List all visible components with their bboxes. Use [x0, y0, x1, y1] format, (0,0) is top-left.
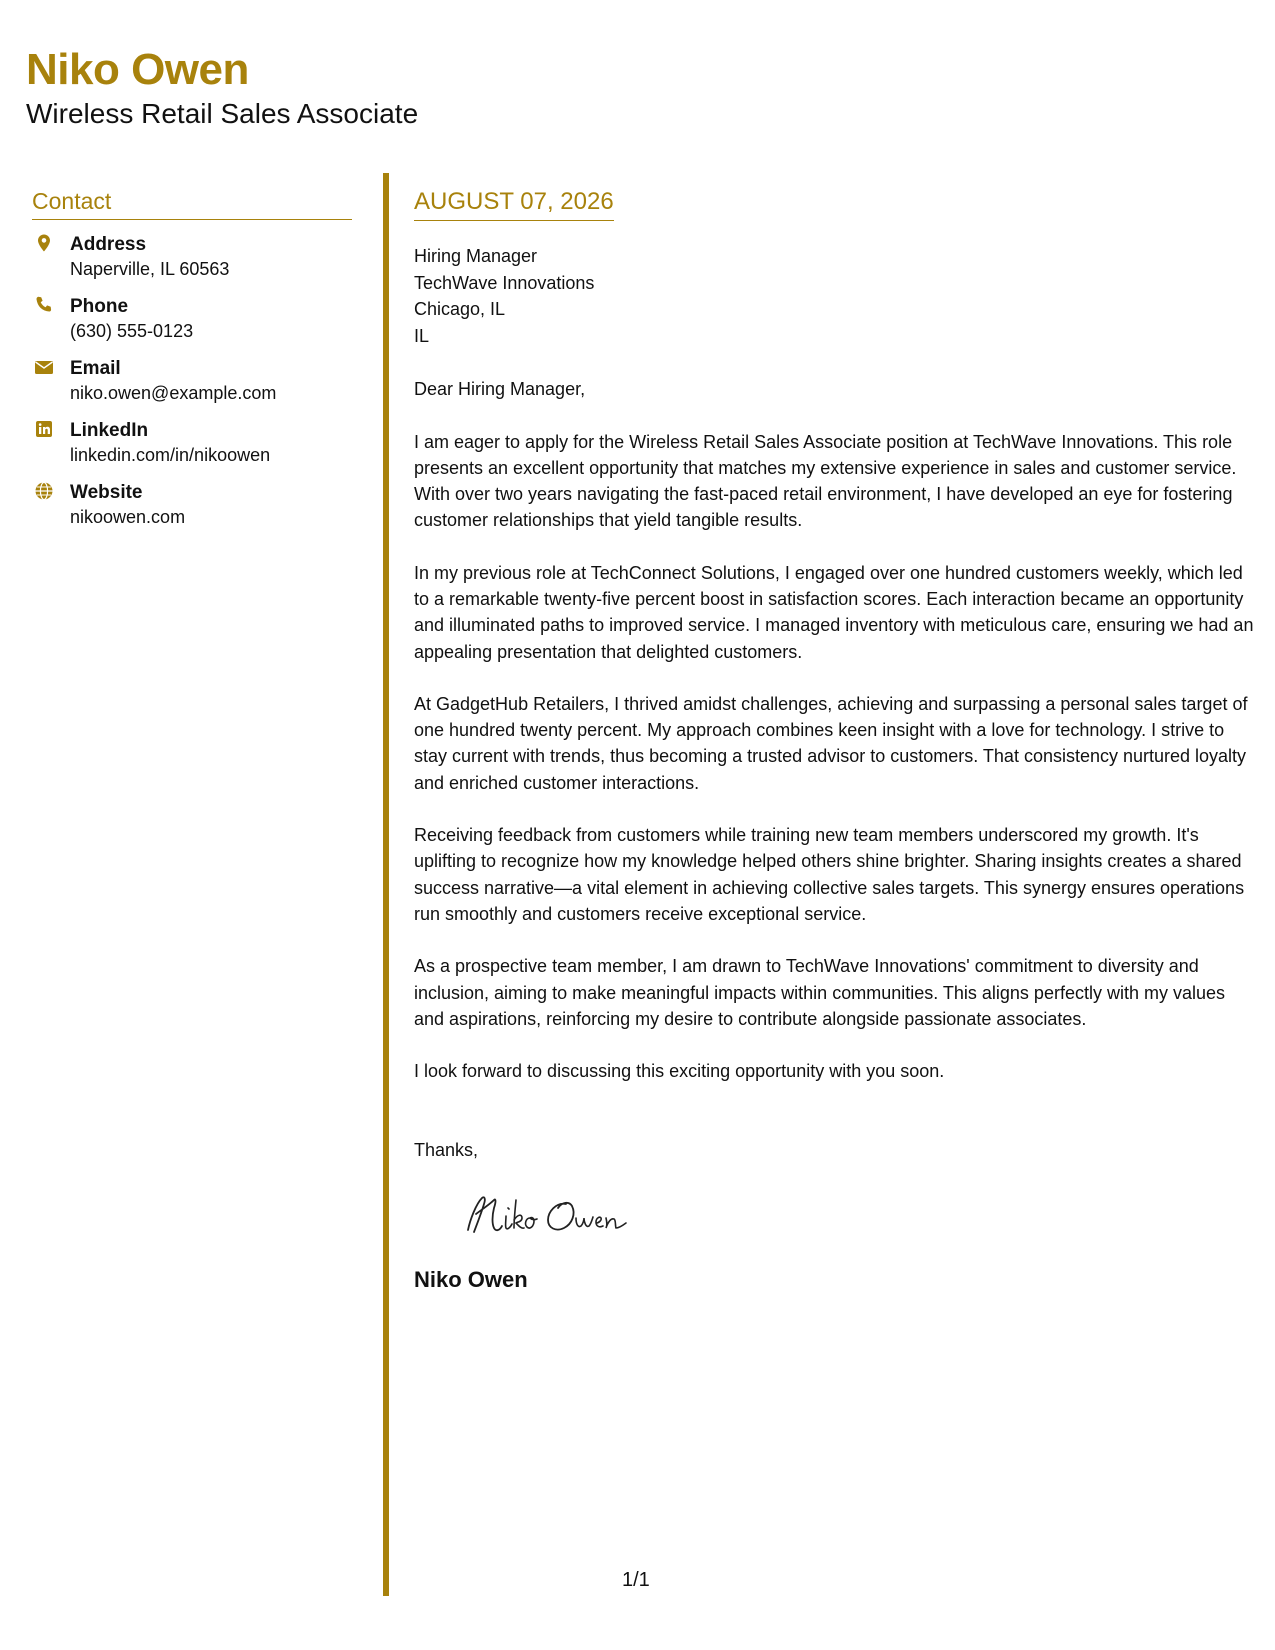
contact-label: LinkedIn — [70, 420, 149, 441]
recipient-line: Chicago, IL — [414, 299, 506, 319]
letter-date: AUGUST 07, 2026 — [414, 188, 614, 221]
contact-label: Website — [70, 482, 143, 503]
contact-sidebar — [32, 188, 352, 543]
contact-value: (630) 555-0123 — [70, 321, 194, 341]
recipient-block — [414, 243, 1254, 349]
contact-label: Email — [70, 358, 121, 379]
contact-label: Address — [70, 234, 147, 255]
contact-item-phone — [32, 295, 352, 343]
applicant-name: Niko Owen — [26, 45, 249, 94]
recipient-line: IL — [414, 325, 430, 346]
contact-item-website — [32, 481, 352, 529]
body-paragraph: In my previous role at TechConnect Solutions, I engaged over one hundred customers weekly, which led to a remarkable twenty-five percent boost in satisfaction scores. Each interaction became an opportunity and illuminated paths to improved service. I managed inventory with meticulous care, ensuring we had an appealing presentation that delighted customers. — [414, 562, 1254, 662]
contact-value: niko.owen@example.com — [70, 383, 277, 403]
contact-item-address — [32, 233, 352, 281]
body-paragraph: As a prospective team member, I am drawn to TechWave Innovations' commitment to diversity and inclusion, aiming to make meaningful impacts within communities. This aligns perfectly with my values and aspirations, reinforcing my desire to contribute alongside passionate associates. — [414, 956, 1226, 1029]
phone-icon — [34, 295, 54, 315]
globe-icon — [34, 481, 54, 501]
contact-value: Naperville, IL 60563 — [70, 259, 230, 279]
applicant-job-title: Wireless Retail Sales Associate — [26, 98, 419, 129]
vertical-divider — [383, 173, 389, 1596]
signer-name: Niko Owen — [414, 1266, 528, 1292]
envelope-icon — [34, 357, 54, 377]
recipient-line: Hiring Manager — [414, 246, 538, 266]
linkedin-icon — [34, 419, 54, 439]
map-pin-icon — [34, 233, 54, 253]
closing: Thanks, — [414, 1140, 479, 1161]
contact-label: Phone — [70, 296, 129, 317]
handwritten-signature — [460, 1190, 640, 1240]
contact-item-linkedin — [32, 419, 352, 467]
salutation: Dear Hiring Manager, — [414, 379, 586, 399]
body-paragraph: I am eager to apply for the Wireless Retail Sales Associate position at TechWave Innovations. This role presents an excellent opportunity that matches my extensive experience in sales and customer service. With over two years navigating the fast-paced retail environment, I have developed an eye for fostering customer relationships that yield tangible results. — [414, 431, 1237, 531]
contact-value: nikoowen.com — [70, 507, 186, 527]
body-paragraph: Receiving feedback from customers while training new team members underscored my growth. It's uplifting to recognize how my knowledge helped others shine brighter. Sharing insights creates a shared success narrative—a vital element in achieving collective sales targets. This synergy ensures operations run smoothly and customers receive exceptional service. — [414, 825, 1245, 924]
contact-value: linkedin.com/in/nikoowen — [70, 445, 271, 465]
recipient-line: TechWave Innovations — [414, 272, 595, 293]
contact-item-email — [32, 357, 352, 405]
page-number: 1/1 — [622, 1569, 650, 1591]
letter-body — [414, 188, 1254, 1293]
body-paragraph: At GadgetHub Retailers, I thrived amidst challenges, achieving and surpassing a personal sales target of one hundred twenty percent. My approach combines keen insight with a love for technology. I strive to stay current with trends, thus becoming a trusted advisor to customers. That consistency nurtured loyalty and enriched customer interactions. — [414, 693, 1248, 793]
body-paragraph: I look forward to discussing this exciting opportunity with you soon. — [414, 1061, 945, 1082]
contact-heading: Contact — [32, 188, 352, 220]
